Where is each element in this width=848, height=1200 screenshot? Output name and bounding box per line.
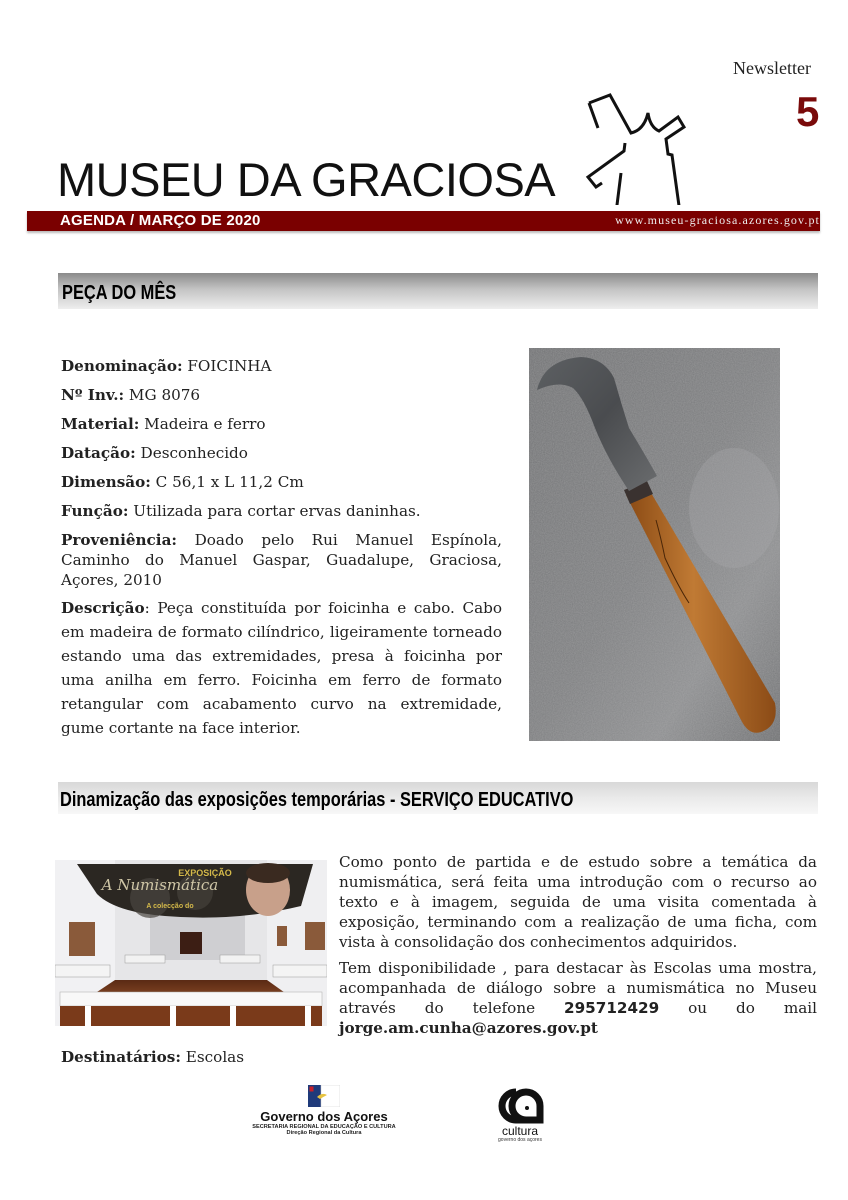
newsletter-label: Newsletter — [733, 58, 811, 78]
audience-label: Destinatários: — [61, 1048, 181, 1066]
field-label: Descrição — [61, 599, 145, 617]
exhibition-photo — [55, 860, 327, 1026]
field-label: Datação: — [61, 444, 136, 462]
section-title-education: Dinamização das exposições temporárias - SERVIÇO EDUCATIVO — [60, 789, 574, 811]
exhibition-room-image — [55, 860, 327, 1026]
field-value: Doado pelo Rui Manuel Espínola, Caminho do Manuel Gaspar, Guadalupe, Graciosa, Açores, 2010 — [61, 531, 502, 589]
field-description — [61, 596, 502, 740]
field-value: MG 8076 — [124, 386, 201, 404]
audience-value: Escolas — [180, 1048, 245, 1066]
field-dimensao — [61, 468, 502, 497]
field-value: Desconhecido — [135, 444, 248, 462]
field-label: Material: — [61, 415, 140, 433]
field-value: Madeira e ferro — [139, 415, 266, 433]
cultura-word: cultura — [501, 1124, 539, 1138]
issue-number: 5 — [796, 88, 820, 135]
field-value: C 56,1 x L 11,2 Cm — [150, 473, 304, 491]
email-link[interactable]: jorge.am.cunha@azores.gov.pt — [339, 1019, 598, 1037]
field-funcao — [61, 497, 502, 526]
cultura-logo — [490, 1088, 550, 1143]
education-paragraph-2 — [339, 958, 817, 1038]
field-inventory — [61, 381, 502, 410]
cultura-ca-icon — [496, 1088, 544, 1124]
agenda-date: AGENDA / MARÇO DE 2020 — [60, 212, 261, 229]
gov-directorate: Direção Regional da Cultura — [286, 1130, 362, 1136]
field-provenance — [61, 530, 502, 590]
field-denominacao — [61, 352, 502, 381]
field-label: Dimensão: — [61, 473, 151, 491]
field-label: Denominação: — [61, 357, 183, 375]
phone-number[interactable]: 295712429 — [564, 999, 660, 1017]
field-value: FOICINHA — [182, 357, 272, 375]
piece-details — [61, 352, 502, 740]
field-label: Função: — [61, 502, 129, 520]
paragraph-text: Tem disponibilidade , para destacar às Escolas uma mostra, acompanhada de diálogo sobre a numismática no Museu através do telefone — [339, 959, 817, 1017]
cultura-sub: governo dos açores — [498, 1137, 542, 1143]
banner-coleccao: A colecção do — [146, 903, 194, 910]
website-link[interactable]: www.museu-graciosa.azores.gov.pt — [615, 213, 820, 227]
sickle-photo — [529, 348, 780, 741]
museum-title: MUSEU DA GRACIOSA — [57, 153, 556, 206]
field-value: : Peça constituída por foicinha e cabo. Cabo em madeira de formato cilíndrico, ligeiramente torneado estando uma das extremidades, presa à foicinha por uma anilha em ferro. Foicinha em ferro de formato retangular com acabamento curvo na extremidade, gume cortante na face interior. — [61, 599, 502, 737]
section-title-piece: PEÇA DO MÊS — [62, 282, 177, 304]
audience — [61, 1048, 244, 1066]
field-label: Proveniência: — [61, 531, 178, 549]
azores-flag-icon — [308, 1085, 340, 1107]
education-paragraph-1: Como ponto de partida e de estudo sobre a temática da numismática, será feita uma introdução com o recurso ao texto e à imagem, seguida de uma visita comentada à exposição, terminando com a realização de uma ficha, com vista à consolidação dos conhecimentos adquiridos. — [339, 853, 817, 951]
windmill-icon — [560, 75, 690, 205]
paragraph-text: ou do mail — [659, 999, 817, 1017]
field-value: Utilizada para cortar ervas daninhas. — [128, 502, 421, 520]
banner-exposicao: EXPOSIÇÃO — [178, 868, 232, 878]
education-text — [339, 852, 817, 1044]
field-material — [61, 410, 502, 439]
banner-numismatica: A Numismática — [101, 876, 219, 894]
field-datacao — [61, 439, 502, 468]
gov-name: Governo dos Açores — [260, 1109, 388, 1124]
gov-secretariat: SECRETARIA REGIONAL DA EDUCAÇÃO E CULTURA — [252, 1124, 396, 1130]
field-label: Nº Inv.: — [61, 386, 125, 404]
governo-acores-logo — [248, 1085, 400, 1136]
